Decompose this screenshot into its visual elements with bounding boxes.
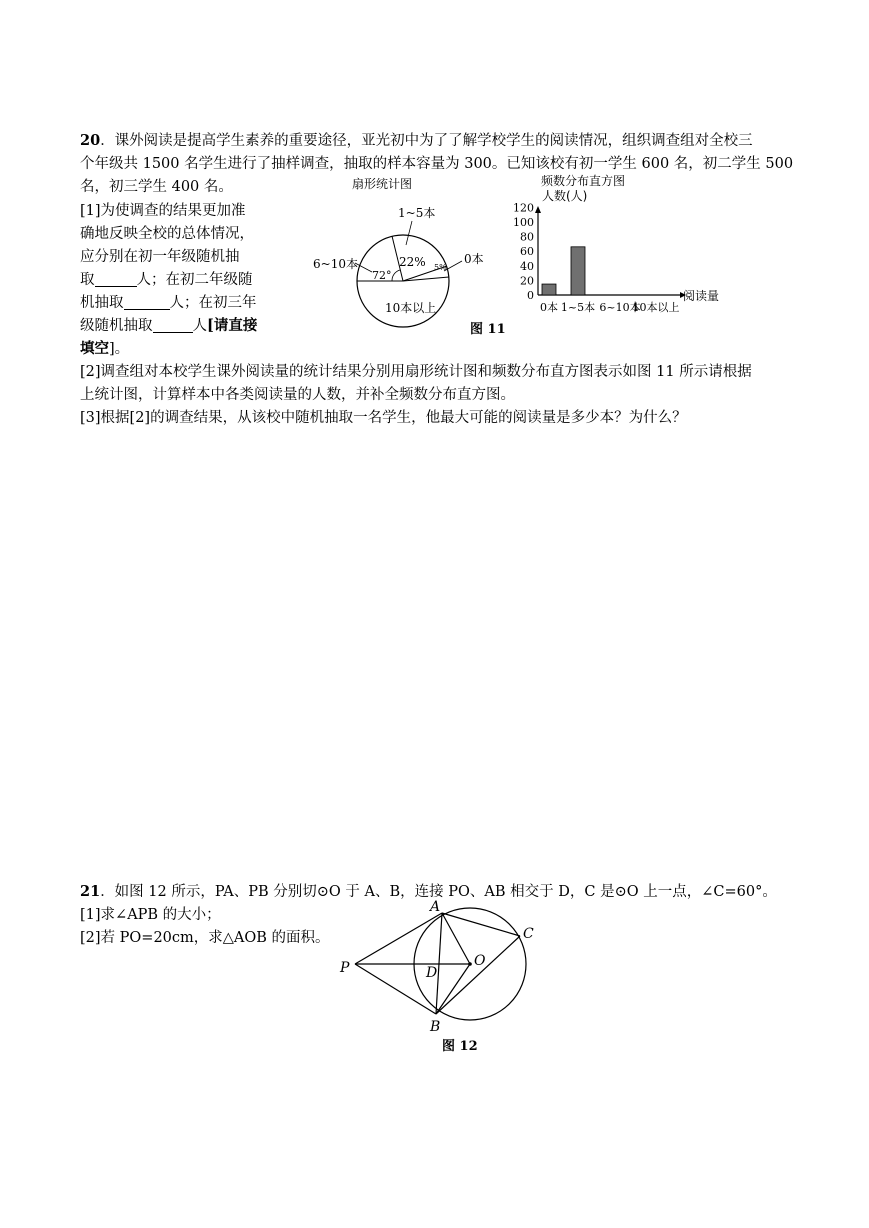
label-c: C <box>523 926 534 942</box>
bar-y-label: 人数(人) <box>542 189 588 203</box>
segment-bc <box>436 936 520 1014</box>
pie-label-6-10: 6~10本 <box>313 257 358 271</box>
fig11-caption: 图 11 <box>470 322 506 337</box>
q20-part2-line-1: [2]调查组对本校学生课外阅读量的统计结果分别用扇形统计图和频数分布直方图表示如图 11 所示请根据 <box>80 364 752 380</box>
label-p: P <box>340 960 350 976</box>
pie-label-1-5: 1~5本 <box>398 206 436 220</box>
pie-title: 扇形统计图 <box>352 177 413 191</box>
q20-stem-text-1: ．课外阅读是提高学生素养的重要途径，亚光初中为了了解学校学生的阅读情况，组织调查组对全校三 <box>100 133 753 149</box>
pie-pct-5: 5% <box>434 263 447 272</box>
q20-part1-line-2: 确地反映全校的总体情况， <box>80 226 254 242</box>
bar-y-tick-label: 0 <box>527 289 534 302</box>
q20-part1-text-4b: 人；在初二年级随 <box>136 272 253 288</box>
q20-part1-text-6b: 人 <box>192 318 207 334</box>
pie-pct-22: 22% <box>399 255 426 269</box>
segment-pb <box>355 964 436 1014</box>
bar-category-label: 6~10本 <box>599 301 641 314</box>
bar-y-tick-label: 40 <box>520 259 534 273</box>
bar-chart-title: 频数分布直方图 <box>541 174 626 188</box>
bar-category-label: 1~5本 <box>560 301 596 314</box>
q20-part1-text-4a: 取 <box>80 272 95 288</box>
label-d: D <box>426 965 438 981</box>
q20-instruction: [请直接 <box>207 317 258 334</box>
q21-part2: [2]若 PO=20cm，求△AOB 的面积。 <box>80 930 330 946</box>
segment-ob <box>436 964 470 1014</box>
pie-label-0: 0本 <box>464 252 484 266</box>
pie-label-10plus: 10本以上 <box>385 301 437 315</box>
q20-stem-line-3: 名，初三学生 400 名。 <box>80 179 233 195</box>
q20-part2-line-2: 上统计图，计算样本中各类阅读量的人数，并补全频数分布直方图。 <box>80 387 515 403</box>
bar-y-tick-label: 20 <box>520 274 534 288</box>
point-o-dot <box>468 962 472 966</box>
bar-y-tick-label: 60 <box>520 245 534 259</box>
bar-category-label: 10本以上 <box>632 301 680 314</box>
bar-y-tick-label: 120 <box>513 201 534 215</box>
q20-part1-text-6a: 级随机抽取 <box>80 318 153 334</box>
q21-number: 21 <box>80 883 101 900</box>
q20-part1-line-3: 应分别在初一年级随机抽 <box>80 249 240 265</box>
fig12-caption: 图 12 <box>442 1039 478 1054</box>
bar-y-tick-label: 80 <box>520 230 534 244</box>
label-a: A <box>430 899 441 915</box>
pie-angle-72: 72° <box>372 269 392 282</box>
q20-part1-text-7b: ]。 <box>109 341 130 357</box>
bar-category-label: 0本 <box>540 301 558 314</box>
bar-y-tick-label: 100 <box>513 216 534 229</box>
label-b: B <box>430 1019 441 1035</box>
bar-x-label: 阅读量 <box>683 289 720 303</box>
q20-part1-text-5b: 人；在初三年 <box>169 295 257 311</box>
q20-instruction-end: 填空 <box>80 340 109 357</box>
q20-part1-text-5a: 机抽取 <box>80 295 124 311</box>
label-o: O <box>474 953 486 969</box>
q20-number: 20 <box>80 132 101 149</box>
q20-part3: [3]根据[2]的调查结果，从该校中随机抽取一名学生，他最大可能的阅读量是多少本？为什么？ <box>80 410 687 426</box>
segment-ac <box>442 913 520 936</box>
segment-oa <box>442 913 470 964</box>
segment-pa <box>355 913 442 964</box>
q20-stem-line-2: 个年级共 1500 名学生进行了抽样调查，抽取的样本容量为 300。已知该校有初一学生 600 名，初二学生 500 <box>80 156 794 172</box>
q21-stem-text: ．如图 12 所示，PA、PB 分别切⊙O 于 A、B，连接 PO、AB 相交于 D，C 是⊙O 上一点，∠C=60°。 <box>100 884 777 900</box>
q20-part1-line-1: [1]为使调查的结果更加准 <box>80 203 246 219</box>
q21-part1: [1]求∠APB 的大小； <box>80 907 221 923</box>
